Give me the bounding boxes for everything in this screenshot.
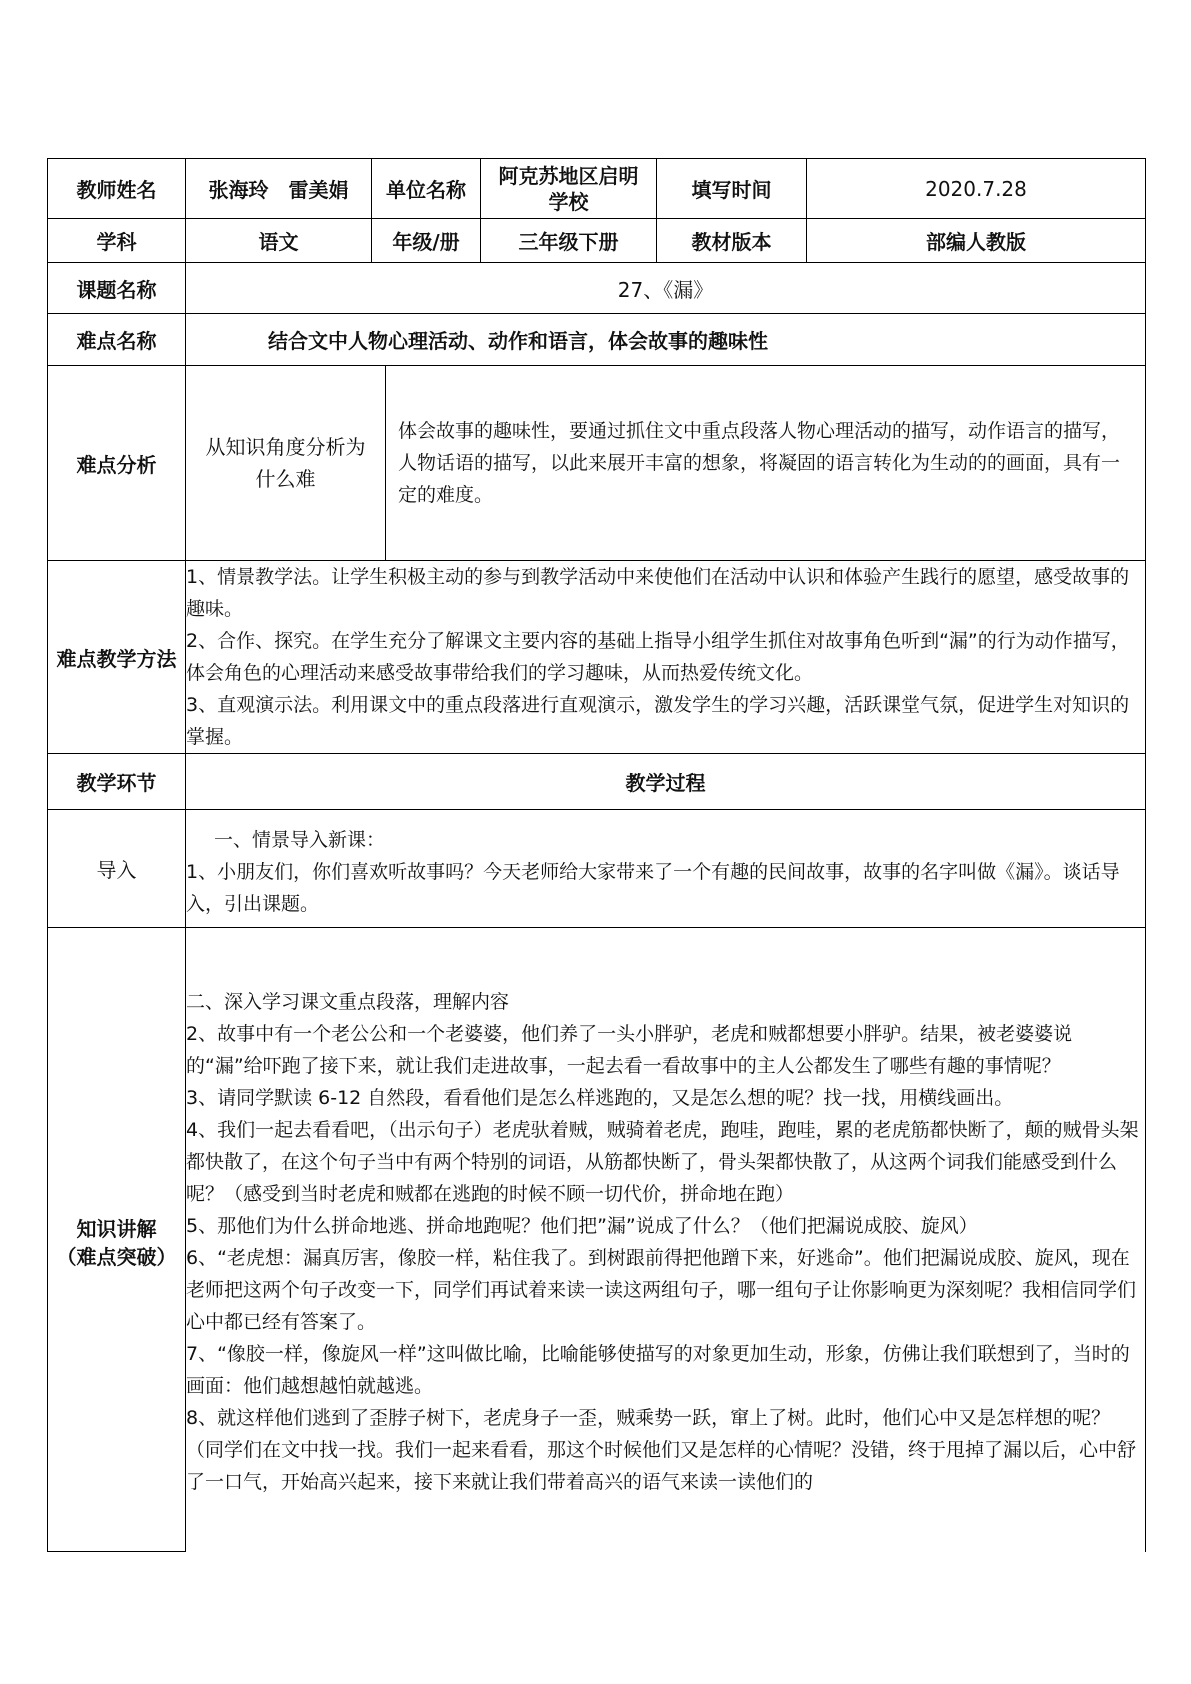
- header-row-1: [48, 159, 1146, 219]
- unit-label: 单位名称: [372, 159, 481, 219]
- knowledge-label-line1: 知识讲解: [76, 1216, 157, 1241]
- methods-row: [48, 561, 1146, 754]
- knowledge-item: 6、“老虎想：漏真厉害，像胶一样，粘住我了。到树跟前得把他蹭下来，好逃命”。他们把漏说成胶、旋风，现在老师把这两个句子改变一下，同学们再试着来读一读这两组句子，哪一组句子让你影响更为深刻呢？我相信同学们心中都已经有答案了。: [186, 1246, 1137, 1333]
- header-row-2: [48, 219, 1146, 263]
- methods-content: [186, 561, 1146, 754]
- edition-label: 教材版本: [657, 219, 807, 263]
- subject-label: 学科: [48, 219, 186, 263]
- knowledge-item: 5、那他们为什么拼命地逃、拼命地跑呢？他们把”漏”说成了什么？（他们把漏说成胶、旋风）: [186, 1214, 978, 1237]
- teacher-label: 教师姓名: [48, 159, 186, 219]
- topic-label: 课题名称: [48, 263, 186, 314]
- unit-value: 阿克苏地区启明学校: [481, 159, 657, 219]
- grade-value: 三年级下册: [481, 219, 657, 263]
- date-label: 填写时间: [657, 159, 807, 219]
- intro-heading: 一、情景导入新课：: [214, 828, 386, 851]
- subject-value: 语文: [186, 219, 372, 263]
- analysis-row: [48, 366, 1146, 561]
- lesson-plan-table: [47, 158, 1146, 1552]
- methods-label: 难点教学方法: [48, 561, 186, 754]
- process-label: 教学过程: [186, 754, 1146, 810]
- edition-value: 部编人教版: [807, 219, 1146, 263]
- knowledge-row: [48, 928, 1146, 1552]
- intro-text: 1、小朋友们，你们喜欢听故事吗？今天老师给大家带来了一个有趣的民间故事，故事的名字叫做《漏》。谈话导入，引出课题。: [186, 860, 1120, 915]
- topic-row: [48, 263, 1146, 314]
- difficulty-row: [48, 314, 1146, 366]
- knowledge-item: 2、故事中有一个老公公和一个老婆婆，他们养了一头小胖驴，老虎和贼都想要小胖驴。结果，被老婆婆说的“漏”给吓跑了接下来，就让我们走进故事，一起去看一看故事中的主人公都发生了哪些有趣的事情呢？: [186, 1022, 1073, 1077]
- knowledge-item: 7、“像胶一样，像旋风一样”这叫做比喻，比喻能够使描写的对象更加生动，形象，仿佛让我们联想到了，当时的画面：他们越想越怕就越逃。: [186, 1342, 1130, 1397]
- knowledge-item: 8、就这样他们逃到了歪脖子树下，老虎身子一歪，贼乘势一跃，窜上了树。此时，他们心中又是怎样想的呢？（同学们在文中找一找。我们一起来看看，那这个时候他们又是怎样的心情呢？没错，终于甩掉了漏以后，心中舒了一口气，开始高兴起来，接下来就让我们带着高兴的语气来读一读他们的: [186, 1406, 1137, 1493]
- analysis-label: 难点分析: [48, 366, 186, 561]
- knowledge-content: [186, 928, 1146, 1552]
- knowledge-label-line2: （难点突破）: [56, 1244, 177, 1269]
- date-value: 2020.7.28: [807, 159, 1146, 219]
- method-item: 1、情景教学法。让学生积极主动的参与到教学活动中来使他们在活动中认识和体验产生践行的愿望，感受故事的趣味。: [186, 566, 1130, 620]
- knowledge-label: [48, 928, 186, 1552]
- knowledge-item: 二、深入学习课文重点段落，理解内容: [186, 990, 510, 1013]
- method-item: 3、直观演示法。利用课文中的重点段落进行直观演示，激发学生的学习兴趣，活跃课堂气氛，促进学生对知识的掌握。: [186, 694, 1130, 748]
- intro-content: [186, 810, 1146, 928]
- teacher-value: 张海玲 雷美娟: [186, 159, 372, 219]
- knowledge-item: 4、我们一起去看看吧，（出示句子）老虎驮着贼，贼骑着老虎，跑哇，跑哇，累的老虎筋都快断了，颠的贼骨头架都快散了，在这个句子当中有两个特别的词语，从筋都快断了，骨头架都快散了，从这两个词我们能感受到什么呢？（感受到当时老虎和贼都在逃跑的时候不顾一切代价，拼命地在跑）: [186, 1118, 1139, 1205]
- difficulty-value: 结合文中人物心理活动、动作和语言，体会故事的趣味性: [186, 314, 1146, 366]
- process-header-row: [48, 754, 1146, 810]
- grade-label: 年级/册: [372, 219, 481, 263]
- method-item: 2、合作、探究。在学生充分了解课文主要内容的基础上指导小组学生抓住对故事角色听到“漏”的行为动作描写，体会角色的心理活动来感受故事带给我们的学习趣味，从而热爱传统文化。: [186, 630, 1130, 684]
- stage-label: 教学环节: [48, 754, 186, 810]
- intro-label: 导入: [48, 810, 186, 928]
- knowledge-item: 3、请同学默读 6-12 自然段，看看他们是怎么样逃跑的，又是怎么想的呢？找一找，用横线画出。: [186, 1086, 1014, 1109]
- analysis-text: 体会故事的趣味性，要通过抓住文中重点段落人物心理活动的描写，动作语言的描写，人物话语的描写，以此来展开丰富的想象，将凝固的语言转化为生动的的画面，具有一定的难度。: [398, 420, 1121, 506]
- intro-row: [48, 810, 1146, 928]
- analysis-sub-label: 从知识角度分析为什么难: [186, 366, 386, 560]
- analysis-content: [186, 366, 1145, 560]
- topic-value: 27、《漏》: [186, 263, 1146, 314]
- difficulty-label: 难点名称: [48, 314, 186, 366]
